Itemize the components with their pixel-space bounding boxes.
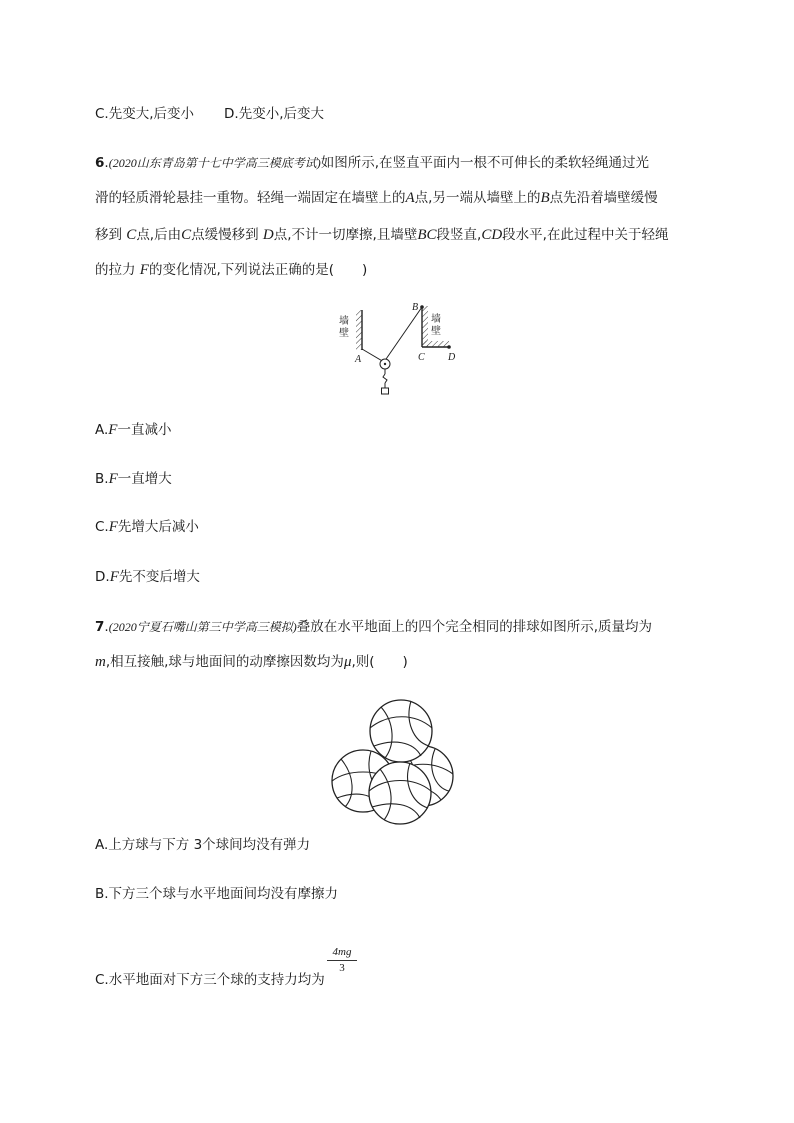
q6-number: 6 [95, 155, 105, 171]
label-d: D [448, 352, 456, 363]
label-b: B [412, 302, 419, 313]
fraction-numerator: 4mg [332, 946, 352, 958]
rope [362, 307, 422, 362]
q7-stem-line2: m,相互接触,球与地面间的动摩擦因数均为μ,则( ) [95, 654, 408, 670]
left-wall [356, 310, 362, 350]
q7-option-b: B.下方三个球与水平地面间均没有摩擦力 [95, 886, 339, 902]
q6-option-a: A.F一直减小 [95, 422, 172, 438]
q6-stem-line1: 6.(2020山东青岛第十七中学高三模底考试)如图所示,在竖直平面内一根不可伸长的柔软轻绳通过光 [95, 155, 649, 171]
q5-option-d: D.先变小,后变大 [224, 106, 324, 122]
q6-source: (2020山东青岛第十七中学高三模底考试) [108, 156, 321, 170]
fraction-denominator: 3 [339, 962, 345, 974]
q7-volleyball-figure [330, 686, 460, 826]
q5-options [95, 104, 324, 124]
left-wall-label: 墙壁 [339, 316, 349, 339]
weight [382, 388, 389, 394]
q7-stem-line1: 7.(2020宁夏石嘴山第三中学高三模拟)叠放在水平地面上的四个完全相同的排球如图所示,质量均为 [95, 619, 652, 635]
label-a: A [355, 354, 362, 365]
q7-option-c: C.水平地面对下方三个球的支持力均为 [95, 972, 325, 988]
q6-option-d: D.F先不变后增大 [95, 569, 200, 585]
label-c: C [418, 352, 425, 363]
q7-option-a: A.上方球与下方 3个球间均没有弹力 [95, 837, 311, 853]
q6-figure [335, 302, 475, 397]
q6-option-b: B.F一直增大 [95, 471, 172, 487]
q6-stem-line2: 滑的轻质滑轮悬挂一重物。轻绳一端固定在墙壁上的A点,另一端从墙壁上的B点先沿着墙壁缓慢 [95, 190, 658, 206]
q6-option-c: C.F先增大后减小 [95, 519, 199, 535]
q7-source: (2020宁夏石嘴山第三中学高三模拟) [108, 620, 297, 634]
right-wall-label: 墙壁 [431, 314, 441, 337]
volleyball-top [370, 700, 432, 762]
q6-stem-line4: 的拉力 F的变化情况,下列说法正确的是( ) [95, 262, 368, 278]
q5-option-c: C.先变大,后变小 [95, 106, 195, 122]
volleyball-front [369, 762, 431, 824]
q6-stem-line3: 移到 C点,后由C点缓慢移到 D点,不计一切摩擦,且墙壁BC段竖直,CD段水平,在此过程中关于轻绳 [95, 227, 669, 243]
fraction-4mg-over-3 [327, 946, 357, 975]
q7-number: 7 [95, 619, 105, 635]
